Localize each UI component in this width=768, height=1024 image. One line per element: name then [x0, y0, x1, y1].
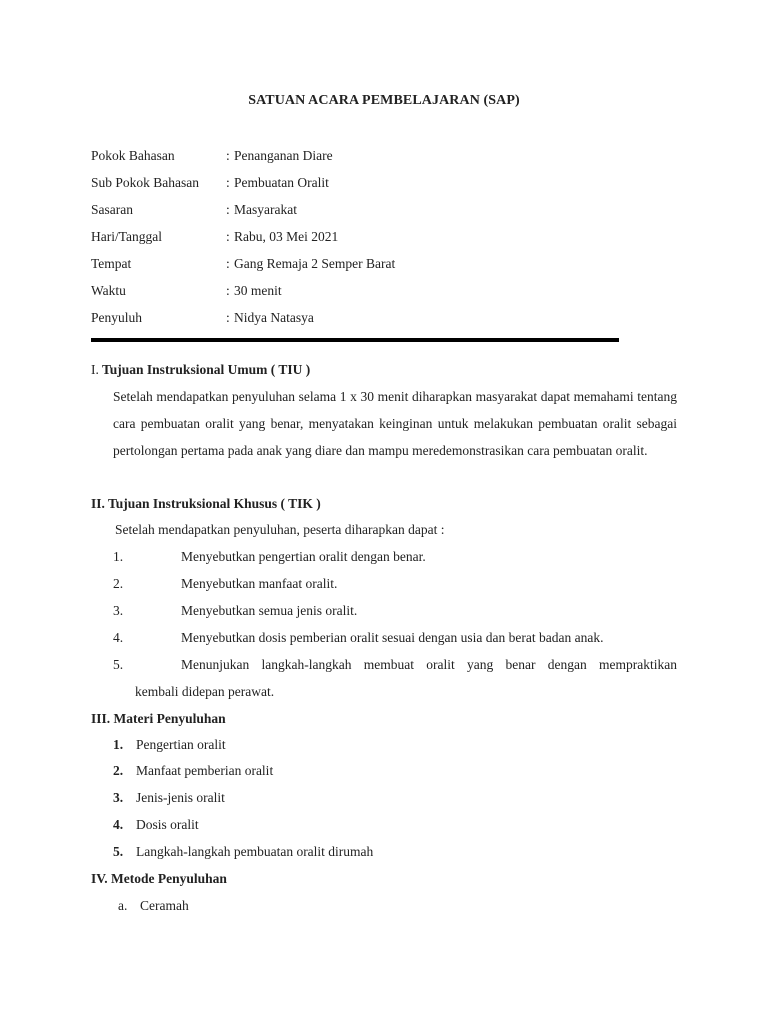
list-item: [113, 574, 677, 594]
list-number: 3.: [113, 603, 124, 618]
list-text: Menunjukan langkah-langkah membuat oralit yang benar dengan mempraktikan: [181, 657, 677, 672]
horizontal-divider: [91, 338, 619, 342]
meta-separator: :: [226, 310, 230, 325]
section-heading-tiu: [91, 360, 310, 380]
list-text: Menyebutkan pengertian oralit dengan benar.: [181, 549, 426, 564]
list-number: 4.: [113, 630, 124, 645]
section-title: Tujuan Instruksional Umum ( TIU ): [102, 362, 311, 377]
meta-value: Nidya Natasya: [234, 310, 314, 325]
list-text: Manfaat pemberian oralit: [136, 763, 274, 778]
list-item: [113, 842, 373, 862]
meta-value: Rabu, 03 Mei 2021: [234, 229, 339, 244]
meta-value: Gang Remaja 2 Semper Barat: [234, 256, 396, 271]
list-item: [113, 601, 677, 621]
list-text: Menyebutkan manfaat oralit.: [181, 576, 338, 591]
list-text: Menyebutkan dosis pemberian oralit sesuai dengan usia dan berat badan anak.: [181, 630, 604, 645]
list-item: [113, 655, 677, 675]
list-item-continuation: kembali didepan perawat.: [135, 684, 275, 699]
section-heading-materi: III. Materi Penyuluhan: [91, 711, 226, 726]
list-item: [113, 788, 225, 808]
list-text: Ceramah: [140, 898, 189, 913]
list-text: Jenis-jenis oralit: [136, 790, 225, 805]
meta-value: 30 menit: [234, 283, 282, 298]
list-item: [113, 735, 226, 755]
meta-row: [91, 254, 395, 281]
meta-label: Sub Pokok Bahasan: [91, 175, 199, 190]
list-number: 5.: [113, 657, 124, 672]
meta-separator: :: [226, 175, 230, 190]
meta-row: [91, 146, 395, 173]
list-number: 2.: [113, 763, 124, 778]
meta-label: Sasaran: [91, 202, 133, 217]
meta-separator: :: [226, 202, 230, 217]
list-letter: a.: [118, 898, 128, 913]
tiu-paragraph: Setelah mendapatkan penyuluhan selama 1 x 30 menit diharapkan masyarakat dapat memahami tentang cara pembuatan oralit yang benar, menyatakan keinginan untuk melakukan pembuatan oralit sebagai pertolongan pertama pada anak yang diare dan mampu meredemonstrasikan cara pembuatan oralit.: [113, 389, 677, 458]
meta-value: Masyarakat: [234, 202, 297, 217]
list-number: 4.: [113, 817, 124, 832]
meta-row: [91, 200, 395, 227]
list-number: 2.: [113, 576, 124, 591]
meta-label: Penyuluh: [91, 310, 143, 325]
section-heading-tik: II. Tujuan Instruksional Khusus ( TIK ): [91, 496, 321, 511]
list-text: Pengertian oralit: [136, 737, 226, 752]
meta-label: Pokok Bahasan: [91, 148, 175, 163]
meta-separator: :: [226, 283, 230, 298]
meta-separator: :: [226, 229, 230, 244]
list-number: 1.: [113, 737, 124, 752]
document-title: SATUAN ACARA PEMBELAJARAN (SAP): [248, 93, 520, 108]
meta-row: [91, 227, 395, 254]
meta-row: [91, 173, 395, 200]
list-text: Langkah-langkah pembuatan oralit dirumah: [136, 844, 374, 859]
list-item: [113, 761, 273, 781]
meta-row: [91, 281, 395, 308]
list-item: [118, 896, 189, 916]
list-text: Menyebutkan semua jenis oralit.: [181, 603, 358, 618]
tik-intro: Setelah mendapatkan penyuluhan, peserta diharapkan dapat :: [115, 522, 445, 537]
meta-row: [91, 308, 395, 335]
section-number: I.: [91, 362, 99, 377]
meta-value: Pembuatan Oralit: [234, 175, 329, 190]
list-text: Dosis oralit: [136, 817, 199, 832]
meta-label: Hari/Tanggal: [91, 229, 163, 244]
list-item: [113, 628, 677, 648]
meta-value: Penanganan Diare: [234, 148, 333, 163]
meta-table: [91, 146, 395, 335]
section-heading-metode: IV. Metode Penyuluhan: [91, 871, 227, 886]
list-number: 5.: [113, 844, 124, 859]
list-item: [113, 815, 199, 835]
list-number: 3.: [113, 790, 124, 805]
meta-label: Tempat: [91, 256, 132, 271]
meta-label: Waktu: [91, 283, 126, 298]
list-number: 1.: [113, 549, 124, 564]
list-item: [113, 547, 677, 567]
meta-separator: :: [226, 148, 230, 163]
meta-separator: :: [226, 256, 230, 271]
